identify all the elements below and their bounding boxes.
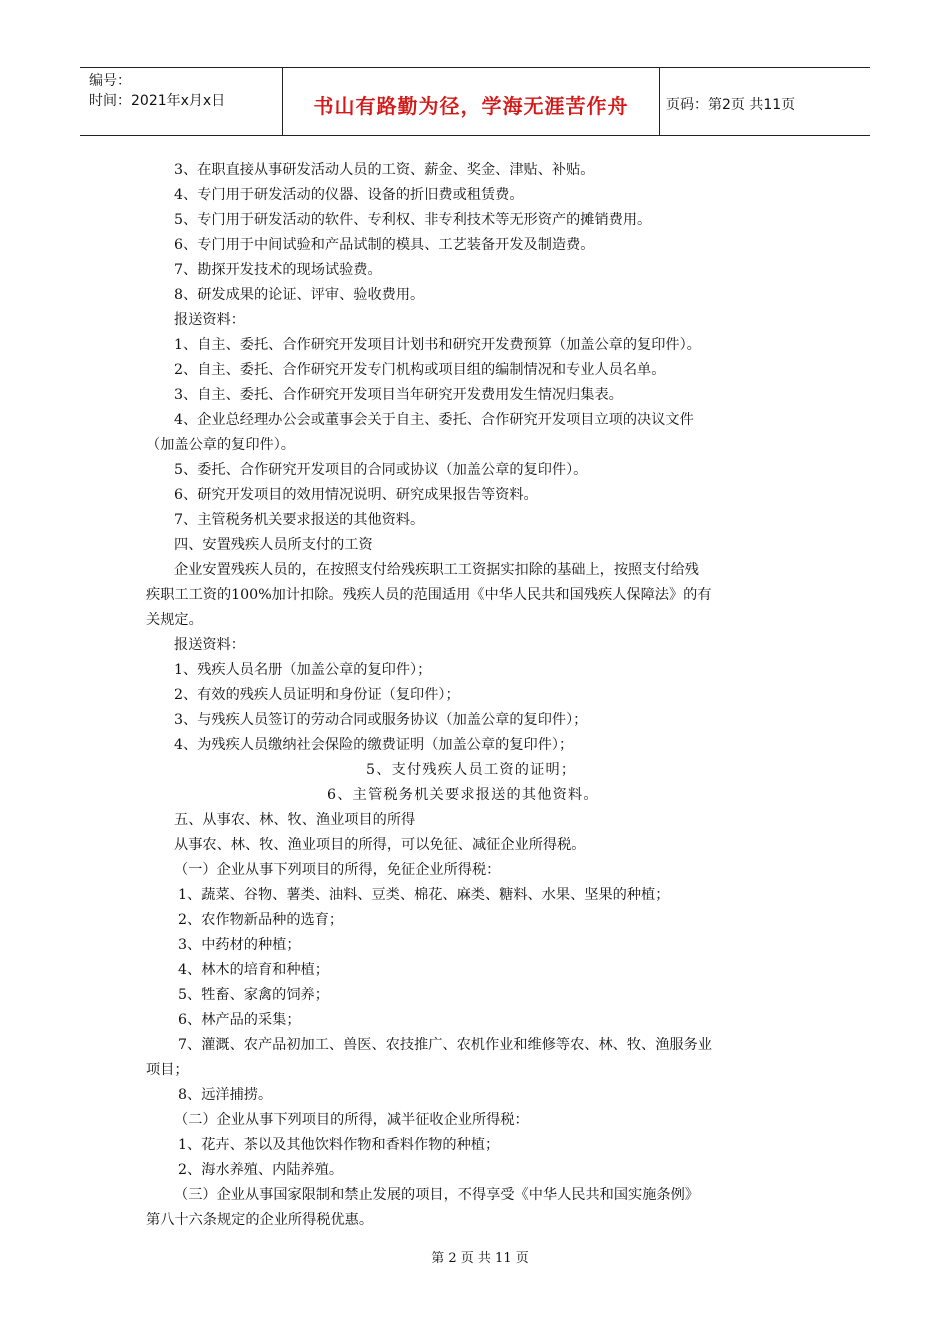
time-label: 时间：2021年x月x日 — [89, 93, 226, 109]
page-header — [80, 67, 870, 136]
text-line: 3、中药材的种植； — [178, 937, 301, 953]
text-line: 6、林产品的采集； — [178, 1012, 301, 1028]
text-line: 1、自主、委托、合作研究开发项目计划书和研究开发费预算（加盖公章的复印件）。 — [174, 337, 701, 353]
section-heading: 五、从事农、林、牧、渔业项目的所得 — [174, 812, 416, 828]
text-line: 5、支付残疾人员工资的证明； — [366, 762, 577, 778]
text-line: 报送资料： — [174, 637, 245, 653]
text-line: 8、远洋捕捞。 — [178, 1087, 273, 1103]
text-line: 2、农作物新品种的选育； — [178, 912, 344, 928]
motto: 书山有路勤为径，学海无涯苦作舟 — [283, 68, 660, 135]
text-line: 2、有效的残疾人员证明和身份证（复印件）； — [174, 687, 460, 703]
text-line: （三）企业从事国家限制和禁止发展的项目，不得享受《中华人民共和国实施条例》 — [174, 1187, 699, 1203]
text-line: 3、与残疾人员签订的劳动合同或服务协议（加盖公章的复印件）； — [174, 712, 588, 728]
text-line: 2、海水养殖、内陆养殖。 — [178, 1162, 344, 1178]
text-line: 3、自主、委托、合作研究开发项目当年研究开发费用发生情况归集表。 — [174, 387, 623, 403]
text-line: 从事农、林、牧、渔业项目的所得，可以免征、减征企业所得税。 — [174, 837, 586, 853]
text-line: （加盖公章的复印件）。 — [146, 437, 295, 453]
page-info: 页码：第2页 共11页 — [666, 96, 796, 113]
text-line: 5、委托、合作研究开发项目的合同或协议（加盖公章的复印件）。 — [174, 462, 588, 478]
text-line: 6、研究开发项目的效用情况说明、研究成果报告等资料。 — [174, 487, 538, 503]
header-left-cell — [80, 68, 283, 135]
text-line: （一）企业从事下列项目的所得，免征企业所得税： — [174, 862, 501, 878]
text-line: 1、残疾人员名册（加盖公章的复印件）； — [174, 662, 432, 678]
text-line: 5、专门用于研发活动的软件、专利权、非专利技术等无形资产的摊销费用。 — [174, 212, 652, 228]
text-line: （二）企业从事下列项目的所得，减半征收企业所得税： — [174, 1112, 529, 1128]
text-line: 6、专门用于中间试验和产品试制的模具、工艺装备开发及制造费。 — [174, 237, 595, 253]
page-footer: 第 2 页 共 11 页 — [431, 1251, 529, 1266]
text-line: 项目； — [146, 1062, 189, 1078]
text-line: 7、主管税务机关要求报送的其他资料。 — [174, 512, 425, 528]
text-line: 4、企业总经理办公会或董事会关于自主、委托、合作研究开发项目立项的决议文件 — [174, 412, 694, 428]
text-line: 2、自主、委托、合作研究开发专门机构或项目组的编制情况和专业人员名单。 — [174, 362, 666, 378]
text-line: 企业安置残疾人员的，在按照支付给残疾职工工资据实扣除的基础上，按照支付给残 — [174, 562, 699, 578]
text-line: 疾职工工资的100%加计扣除。残疾人员的范围适用《中华人民共和国残疾人保障法》的有 — [146, 587, 712, 603]
text-line: 8、研发成果的论证、评审、验收费用。 — [174, 287, 425, 303]
text-line: 3、在职直接从事研发活动人员的工资、薪金、奖金、津贴、补贴。 — [174, 162, 595, 178]
text-line: 6、主管税务机关要求报送的其他资料。 — [327, 787, 599, 803]
text-line: 7、灌溉、农产品初加工、兽医、农技推广、农机作业和维修等农、林、牧、渔服务业 — [178, 1037, 712, 1053]
text-line: 4、专门用于研发活动的仪器、设备的折旧费或租赁费。 — [174, 187, 524, 203]
text-line: 7、勘探开发技术的现场试验费。 — [174, 262, 382, 278]
text-line: 5、牲畜、家禽的饲养； — [178, 987, 329, 1003]
text-line: 1、花卉、茶以及其他饮料作物和香料作物的种植； — [178, 1137, 500, 1153]
number-label: 编号： — [89, 73, 131, 89]
text-line: 报送资料： — [174, 312, 245, 328]
section-heading: 四、安置残疾人员所支付的工资 — [174, 537, 373, 553]
text-line: 4、林木的培育和种植； — [178, 962, 329, 978]
text-line: 第八十六条规定的企业所得税优惠。 — [146, 1212, 374, 1228]
text-line: 4、为残疾人员缴纳社会保险的缴费证明（加盖公章的复印件）； — [174, 737, 574, 753]
text-line: 1、蔬菜、谷物、薯类、油料、豆类、棉花、麻类、糖料、水果、坚果的种植； — [178, 887, 670, 903]
text-line: 关规定。 — [146, 612, 203, 628]
